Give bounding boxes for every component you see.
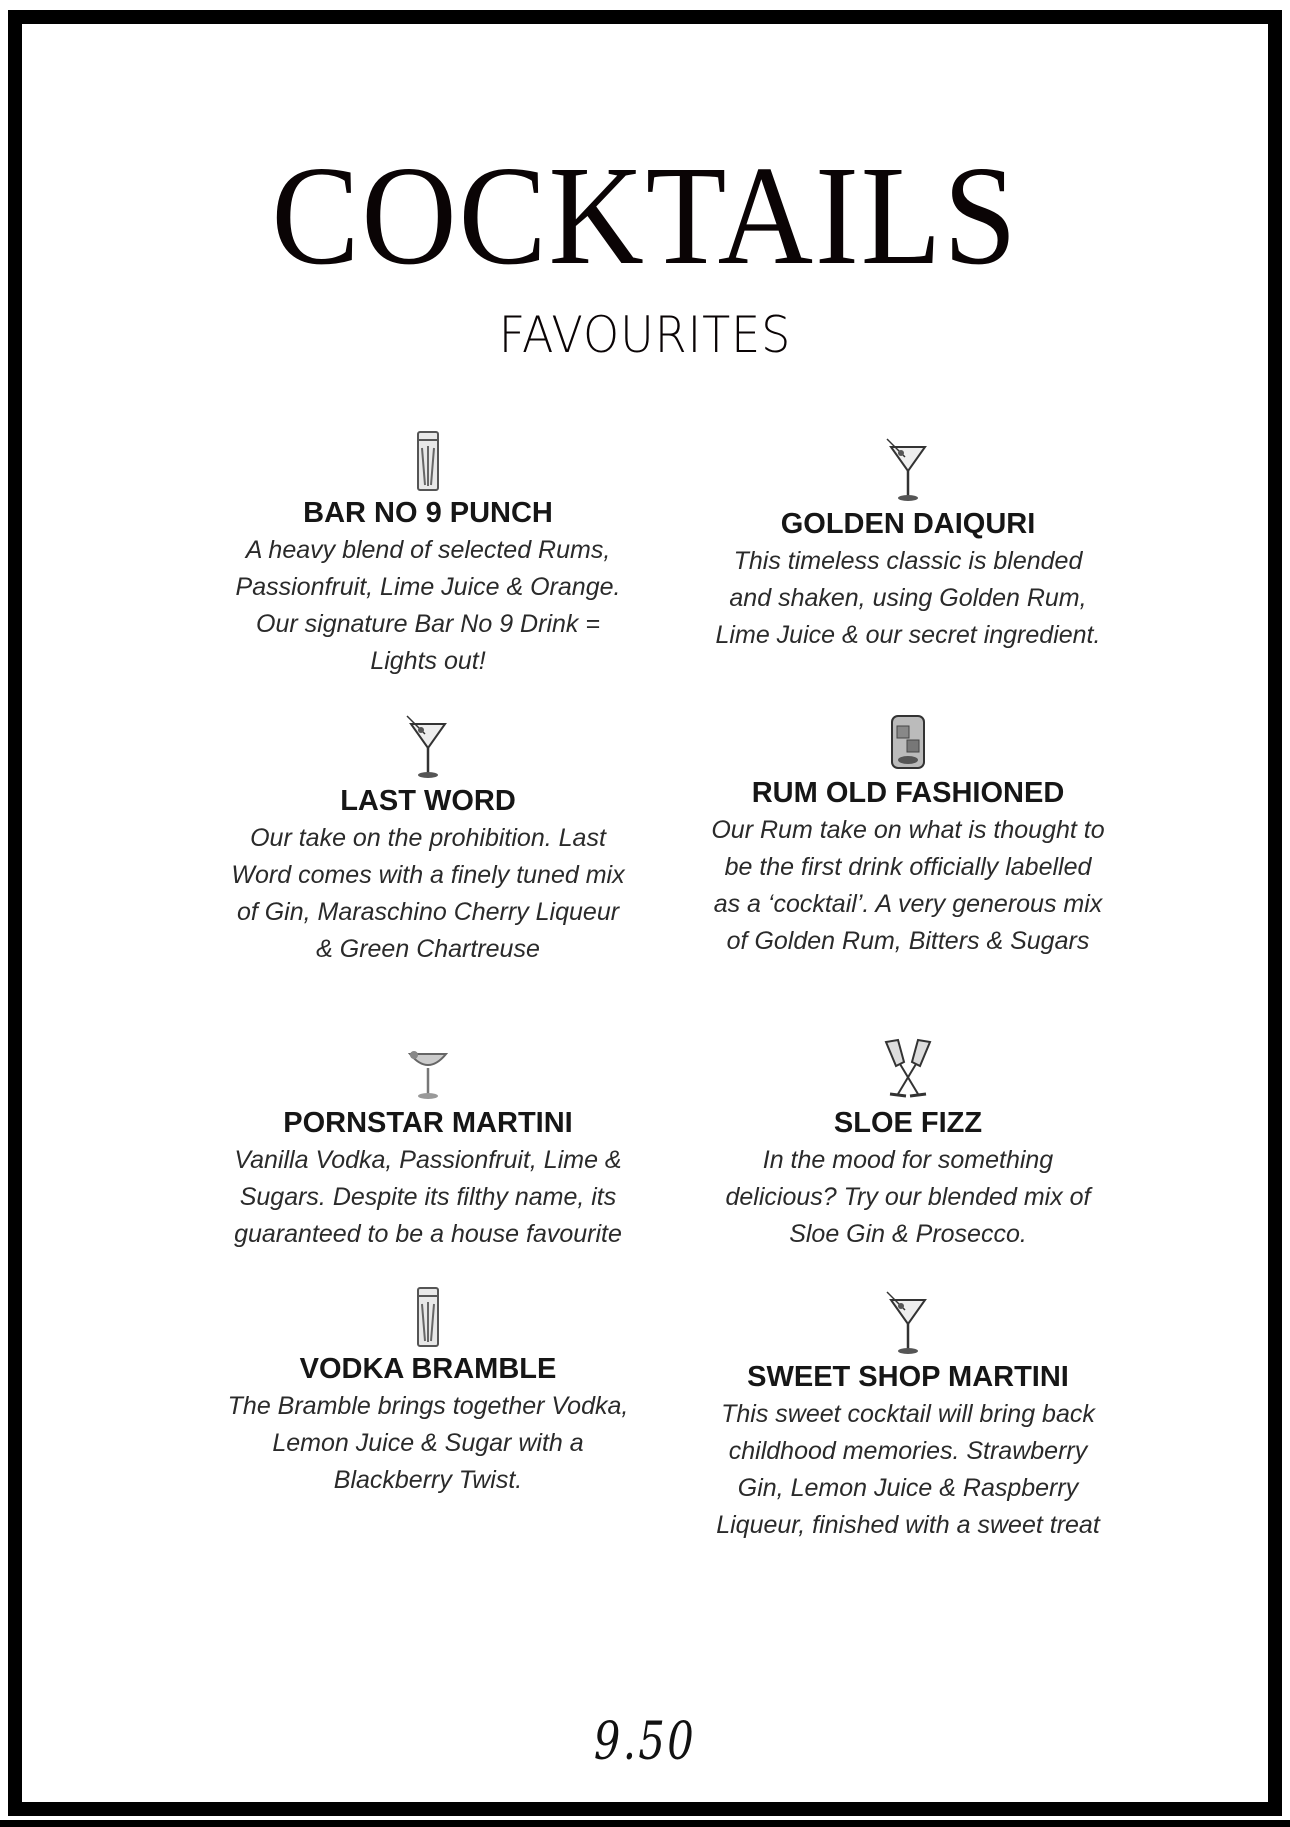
description-line: Gin, Lemon Juice & Raspberry	[737, 1474, 1079, 1502]
item-name: PORNSTAR MARTINI	[283, 1107, 573, 1139]
menu-item-sloe-fizz	[673, 1036, 1143, 1253]
item-name: SLOE FIZZ	[833, 1107, 983, 1139]
description-line: Sloe Gin & Prosecco.	[789, 1220, 1027, 1248]
description-line: & Green Chartreuse	[316, 935, 540, 963]
martini-glass-icon	[405, 714, 451, 780]
menu-subtitle: FAVOURITES	[498, 306, 792, 364]
item-name: RUM OLD FASHIONED	[751, 777, 1065, 809]
description-line: of Golden Rum, Bitters & Sugars	[726, 927, 1090, 955]
coupe-glass-icon	[406, 1046, 450, 1102]
item-description	[673, 543, 1143, 654]
menu-item-sweet-shop-martini	[673, 1290, 1143, 1544]
item-description	[673, 812, 1143, 960]
description-line: In the mood for something	[762, 1146, 1054, 1174]
item-description	[673, 1396, 1143, 1544]
description-line: Blackberry Twist.	[333, 1466, 523, 1494]
menu-item-vodka-bramble	[193, 1286, 663, 1499]
menu-item-golden-daiquri	[673, 437, 1143, 654]
description-line: Lights out!	[370, 647, 486, 675]
menu-item-rum-old-fashioned	[673, 710, 1143, 960]
description-line: Vanilla Vodka, Passionfruit, Lime &	[234, 1146, 622, 1174]
menu-title: COCKTAILS	[271, 136, 1019, 294]
item-description	[673, 1142, 1143, 1253]
description-line: guaranteed to be a house favourite	[234, 1220, 622, 1248]
description-line: as a ‘cocktail’. A very generous mix	[713, 890, 1103, 918]
description-line: Lime Juice & our secret ingredient.	[715, 621, 1101, 649]
description-line: of Gin, Maraschino Cherry Liqueur	[236, 898, 620, 926]
description-line: Our Rum take on what is thought to	[711, 816, 1105, 844]
menu-item-pornstar-martini	[193, 1046, 663, 1253]
price-label: 9.50	[593, 1712, 697, 1772]
item-name: LAST WORD	[340, 785, 516, 817]
item-name: GOLDEN DAIQURI	[780, 508, 1036, 540]
highball-glass-icon	[413, 1286, 443, 1348]
champagne-toast-icon	[880, 1036, 936, 1102]
item-description	[193, 1142, 663, 1253]
highball-glass-icon	[413, 430, 443, 492]
item-description	[193, 532, 663, 680]
martini-glass-icon	[885, 437, 931, 503]
description-line: This sweet cocktail will bring back	[721, 1400, 1095, 1428]
menu-item-bar-no-9-punch	[193, 430, 663, 680]
description-line: Liqueur, finished with a sweet treat	[716, 1511, 1100, 1539]
rocks-glass-icon	[887, 710, 929, 772]
description-line: Passionfruit, Lime Juice & Orange.	[235, 573, 621, 601]
description-line: Our signature Bar No 9 Drink =	[256, 610, 600, 638]
description-line: A heavy blend of selected Rums,	[245, 536, 611, 564]
description-line: The Bramble brings together Vodka,	[227, 1392, 629, 1420]
description-line: This timeless classic is blended	[733, 547, 1083, 575]
description-line: be the first drink officially labelled	[724, 853, 1092, 881]
bottom-edge-band	[0, 1820, 1290, 1827]
menu-item-last-word	[193, 714, 663, 968]
item-name: VODKA BRAMBLE	[299, 1353, 557, 1385]
item-description	[193, 1388, 663, 1499]
item-name: SWEET SHOP MARTINI	[747, 1361, 1069, 1393]
description-line: delicious? Try our blended mix of	[725, 1183, 1091, 1211]
description-line: and shaken, using Golden Rum,	[729, 584, 1087, 612]
item-name: BAR NO 9 PUNCH	[303, 497, 553, 529]
martini-glass-icon	[885, 1290, 931, 1356]
description-line: Lemon Juice & Sugar with a	[272, 1429, 584, 1457]
item-description	[193, 820, 663, 968]
description-line: Sugars. Despite its filthy name, its	[239, 1183, 617, 1211]
description-line: Word comes with a finely tuned mix	[231, 861, 625, 889]
description-line: Our take on the prohibition. Last	[250, 824, 606, 852]
description-line: childhood memories. Strawberry	[728, 1437, 1088, 1465]
